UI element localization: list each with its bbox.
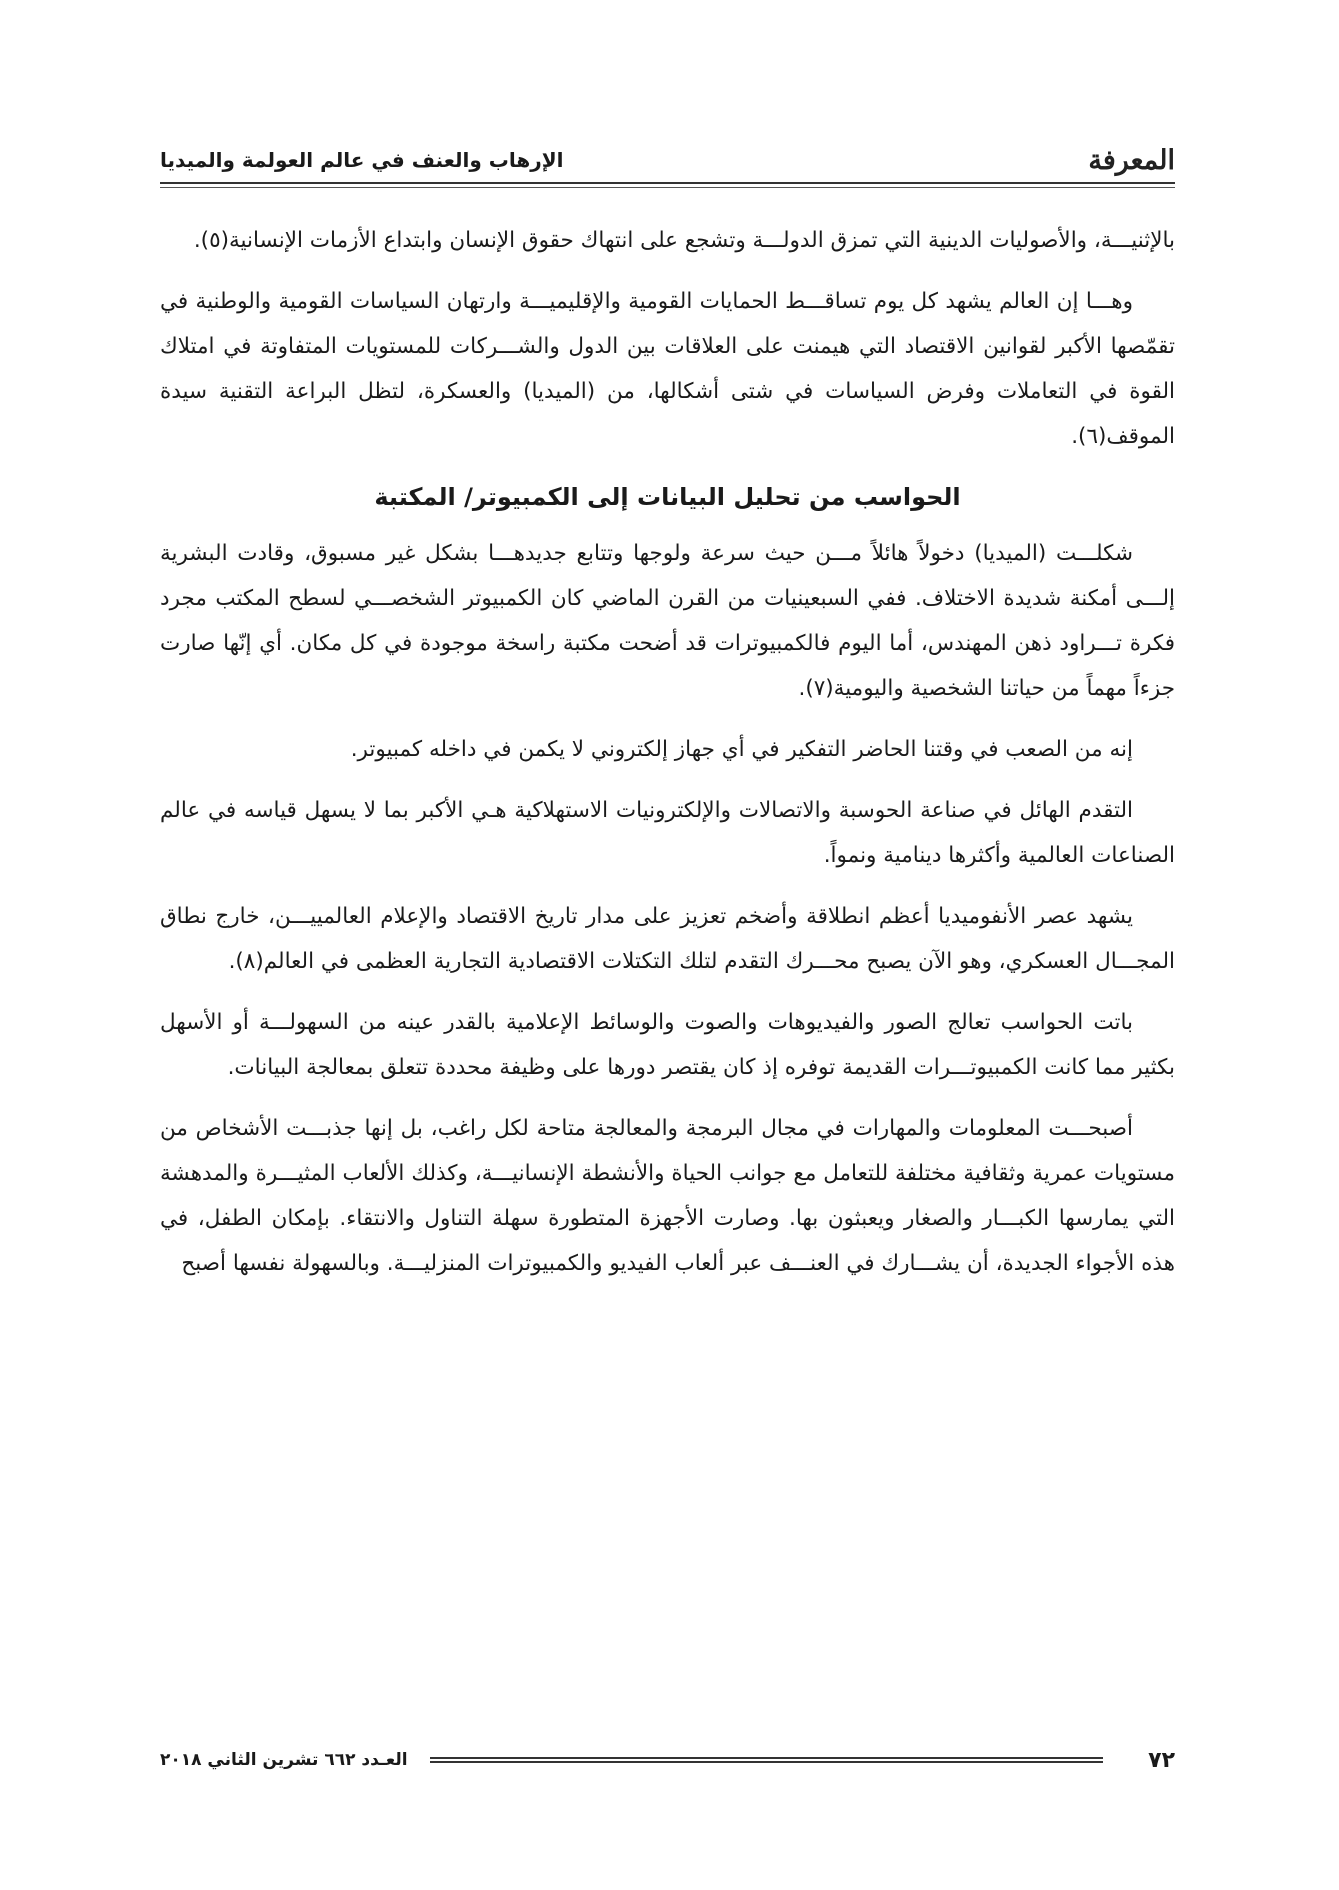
page-number: ٧٢ <box>1148 1747 1175 1773</box>
paragraph: باتت الحواسب تعالج الصور والفيديوهات والصوت والوسائط الإعلامية بالقدر عينه من السهولـــة أو الأسهل بكثير مما كانت الكمبيوتـــرات القديمة توفره إذ كان يقتصر دورها على وظيفة محددة تتعلق بمعالجة البيانات. <box>160 1010 1175 1080</box>
issue-info: العـدد ٦٦٢ تشرين الثاني ٢٠١٨ <box>160 1750 408 1770</box>
journal-logo: المعرفة <box>1088 145 1175 176</box>
paragraph: وهـــا إن العالم يشهد كل يوم تساقـــط الحمايات القومية والإقليميـــة وارتهان السياسات القومية والوطنية في تقمّصها الأكبر لقوانين الاقتصاد التي هيمنت على العلاقات بين الدول والشـــركات للمستويات المتفاوتة في امتلاك القوة في التعاملات وفرض السياسات في شتى أشكالها، من (الميديا) والعسكرة، لتظل البراعة التقنية سيدة الموقف(٦). <box>160 289 1175 449</box>
paragraph: التقدم الهائل في صناعة الحوسبة والاتصالات والإلكترونيات الاستهلاكية هـي الأكبر بما لا يسهل قياسه في عالم الصناعات العالمية وأكثرها دينامية ونمواً. <box>160 798 1175 868</box>
paragraph: يشهد عصر الأنفوميديا أعظم انطلاقة وأضخم تعزيز على مدار تاريخ الاقتصاد والإعلام العالمييـــن، خارج نطاق المجـــال العسكري، وهو الآن يصبح محـــرك التقدم لتلك التكتلات الاقتصادية التجارية العظمى في العالم(٨). <box>160 904 1175 974</box>
running-title: الإرهاب والعنف في عالم العولمة والميديا <box>160 148 564 172</box>
page-footer <box>160 1740 1175 1780</box>
paragraph: شكلـــت (الميديا) دخولاً هائلاً مـــن حيث سرعة ولوجها وتتابع جديدهـــا بشكل غير مسبوق، وقادت البشرية إلـــى أمكنة شديدة الاختلاف. ففي السبعينيات من القرن الماضي كان الكمبيوتر الشخصـــي لسطح المكتب مجرد فكرة تـــراود ذهن المهندس، أما اليوم فالكمبيوترات قد أضحت مكتبة راسخة موجودة في كل مكان. أي إنّها صارت جزءاً مهماً من حياتنا الشخصية واليومية(٧). <box>160 541 1175 701</box>
header-rule <box>160 182 1175 184</box>
section-heading: الحواسب من تحليل البيانات إلى الكمبيوتر/ المكتبة <box>374 483 961 511</box>
page-header <box>160 118 1175 180</box>
paragraph: بالإثنيـــة، والأصوليات الدينية التي تمزق الدولـــة وتشجع على انتهاك حقوق الإنسان وابتداع الأزمات الإنسانية(٥). <box>193 228 1175 253</box>
paragraph: أصبحـــت المعلومات والمهارات في مجال البرمجة والمعالجة متاحة لكل راغب، بل إنها جذبـــت الأشخاص من مستويات عمرية وثقافية مختلفة للتعامل مع جوانب الحياة والأنشطة الإنسانيـــة، وكذلك الألعاب المثيـــرة والمدهشة التي يمارسها الكبـــار والصغار ويعبثون بها. وصارت الأجهزة المتطورة سهلة التناول والانتقاء. بإمكان الطفل، في هذه الأجواء الجديدة، أن يشـــارك في العنـــف عبر ألعاب الفيديو والكمبيوترات المنزليـــة. وبالسهولة نفسها أصبح <box>160 1116 1175 1276</box>
header-rule-secondary <box>160 187 1175 188</box>
article-body <box>160 218 1175 1302</box>
footer-rule <box>408 1756 1127 1764</box>
paragraph: إنه من الصعب في وقتنا الحاضر التفكير في أي جهاز إلكتروني لا يكمن في داخله كمبيوتر. <box>350 737 1133 762</box>
